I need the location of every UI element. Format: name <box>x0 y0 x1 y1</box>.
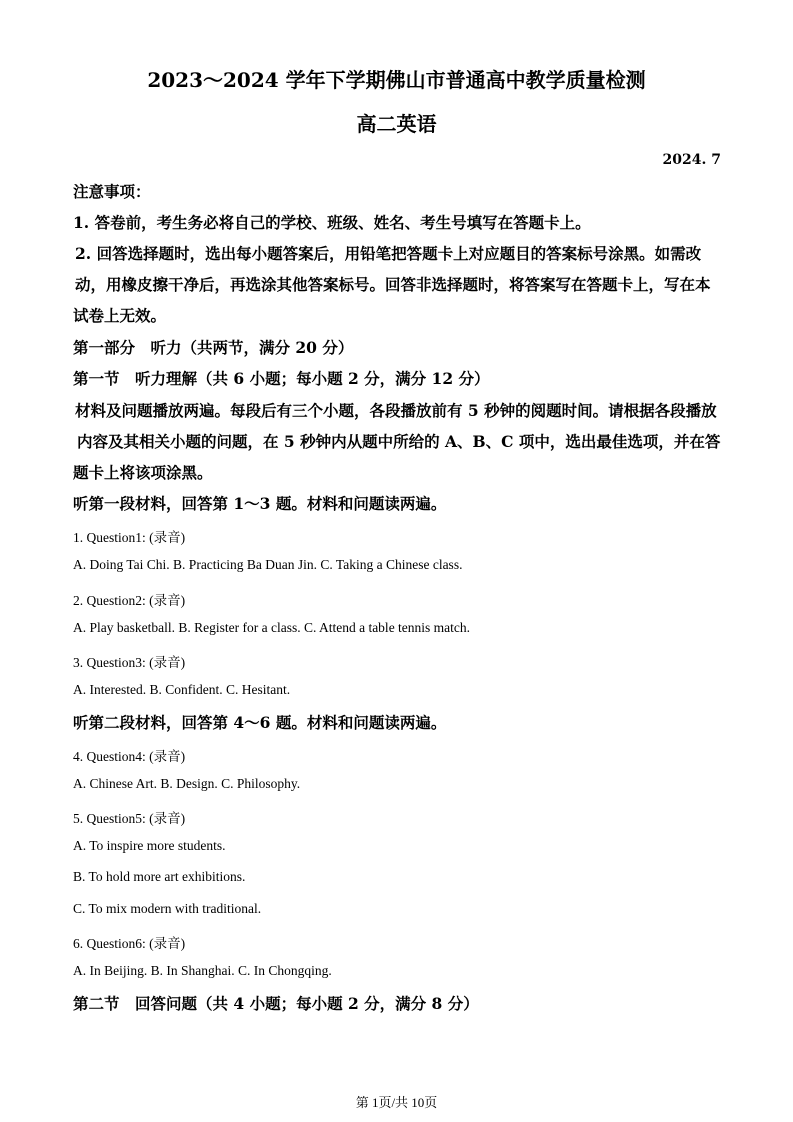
question-4-options: A. Chinese Art. B. Design. C. Philosophy. <box>73 776 301 791</box>
section2-heading: 第二节 回答问题（共 4 小题；每小题 2 分，满分 8 分） <box>73 994 479 1013</box>
question-3: 3. Question3: (录音) <box>73 655 186 670</box>
passage1-heading: 听第一段材料，回答第 1～3 题。材料和问题读两遍。 <box>73 494 447 513</box>
question-5: 5. Question5: (录音) <box>73 811 186 826</box>
notes-item-1: 1. 答卷前，考生务必将自己的学校、班级、姓名、考生号填写在答题卡上。 <box>73 213 591 232</box>
question-2-options: A. Play basketball. B. Register for a class. C. Attend a table tennis match. <box>73 620 471 635</box>
exam-date: 2024. 7 <box>662 152 721 168</box>
notes-item-2-line-3: 试卷上无效。 <box>73 306 167 325</box>
question-6-options: A. In Beijing. B. In Shanghai. C. In Chongqing. <box>73 963 332 978</box>
notes-item-2-line-1: 2. 回答选择题时，选出每小题答案后，用铅笔把答题卡上对应题目的答案标号涂黑。如需改 <box>75 244 702 263</box>
page-number: 第 1页/共 10页 <box>355 1095 438 1110</box>
question-2: 2. Question2: (录音) <box>73 593 186 608</box>
notes-heading: 注意事项： <box>73 182 151 201</box>
question-5-option-b: B. To hold more art exhibitions. <box>73 869 246 884</box>
question-4: 4. Question4: (录音) <box>73 749 186 764</box>
exam-subject: 高二英语 <box>356 112 437 136</box>
question-1-options: A. Doing Tai Chi. B. Practicing Ba Duan Jin. C. Taking a Chinese class. <box>73 557 463 572</box>
question-6: 6. Question6: (录音) <box>73 936 186 951</box>
instructions-line-1: 材料及问题播放两遍。每段后有三个小题，各段播放前有 5 秒钟的阅题时间。请根据各段播放 <box>75 401 717 420</box>
question-5-option-a: A. To inspire more students. <box>73 838 226 853</box>
part1-heading: 第一部分 听力（共两节，满分 20 分） <box>73 338 354 357</box>
question-1: 1. Question1: (录音) <box>73 530 186 545</box>
passage2-heading: 听第二段材料，回答第 4～6 题。材料和问题读两遍。 <box>73 713 447 732</box>
notes-item-2-line-2: 动，用橡皮擦干净后，再选涂其他答案标号。回答非选择题时，将答案写在答题卡上，写在本 <box>75 275 711 294</box>
question-5-option-c: C. To mix modern with traditional. <box>73 901 262 916</box>
section1-heading: 第一节 听力理解（共 6 小题；每小题 2 分，满分 12 分） <box>73 369 490 388</box>
instructions-line-3: 题卡上将该项涂黑。 <box>73 463 213 482</box>
question-3-options: A. Interested. B. Confident. C. Hesitant. <box>73 682 291 697</box>
exam-title: 2023～2024 学年下学期佛山市普通高中教学质量检测 <box>147 68 646 92</box>
instructions-line-2: 内容及其相关小题的问题，在 5 秒钟内从题中所给的 A、B、C 项中，选出最佳选项，并在答 <box>77 432 721 451</box>
